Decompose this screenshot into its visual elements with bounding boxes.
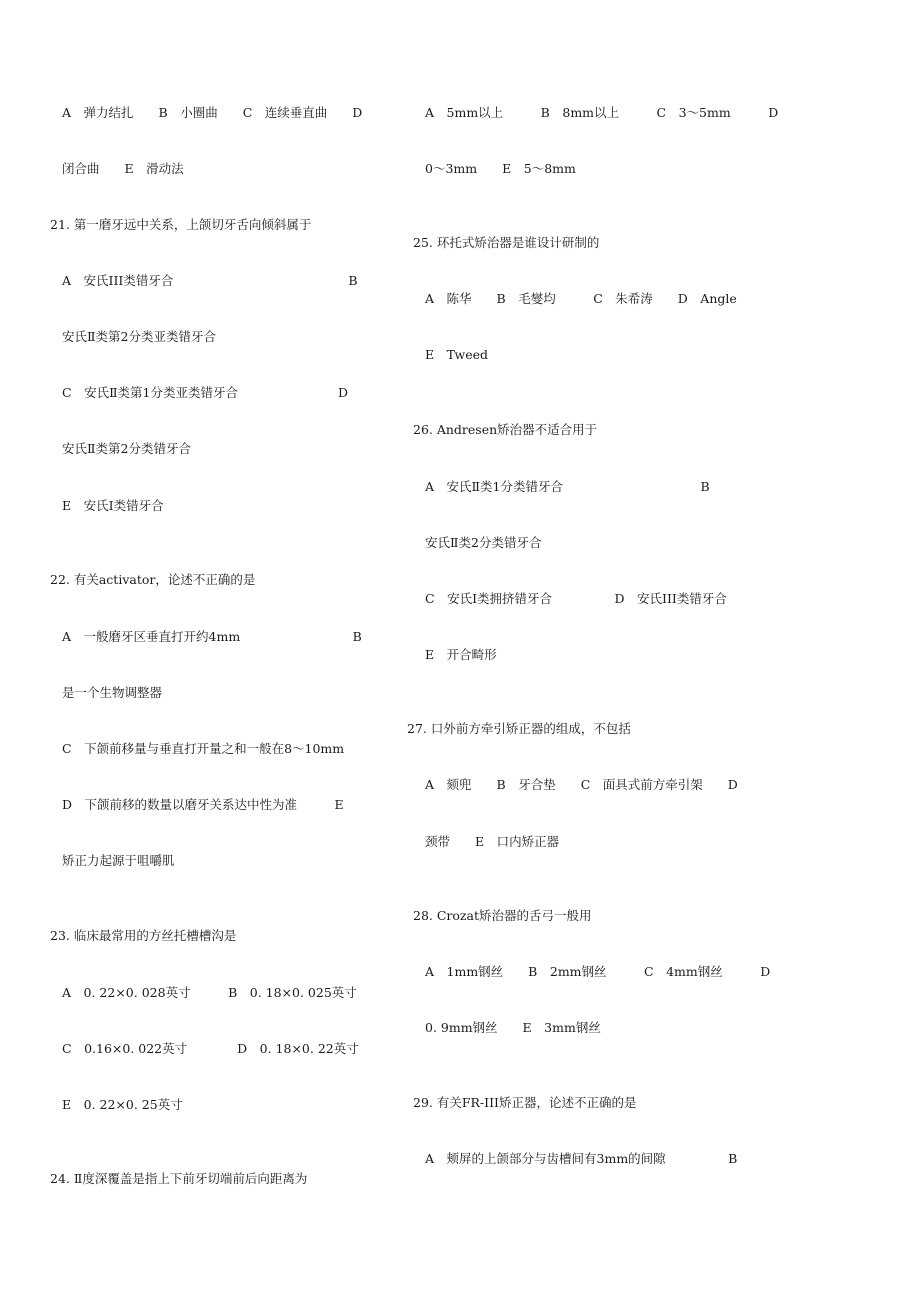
q22-option-a: A 一般磨牙区垂直打开约4mm B [62,629,362,644]
q24-stem: 24. Ⅱ度深覆盖是指上下前牙切端前后向距离为 [50,1171,308,1186]
q28-options-line2: 0. 9mm钢丝 E 3mm钢丝 [425,1020,601,1035]
q22-option-b: 是一个生物调整器 [62,685,163,700]
q26-option-e: E 开合畸形 [425,647,497,662]
q23-option-e: E 0. 22×0. 25英寸 [62,1097,183,1112]
q23-options-cd: C 0.16×0. 022英寸 D 0. 18×0. 22英寸 [62,1041,359,1056]
q25-stem: 25. 环托式矫治器是谁设计研制的 [413,235,600,250]
q27-options-line2: 颈带 E 口内矫正器 [425,834,560,849]
q25-options-abcd: A 陈华 B 毛燮均 C 朱希涛 D Angle [425,291,737,306]
q22-option-e: 矫正力起源于咀嚼肌 [62,853,175,868]
q20-options-line2: 闭合曲 E 滑动法 [62,161,184,176]
q21-option-b: 安氏Ⅱ类第2分类亚类错牙合 [62,329,216,344]
q27-options-line1: A 颏兜 B 牙合垫 C 面具式前方牵引架 D [425,777,738,792]
q26-stem: 26. Andresen矫治器不适合用于 [413,422,598,437]
q21-option-d: 安氏Ⅱ类第2分类错牙合 [62,441,191,456]
q25-option-e: E Tweed [425,347,489,362]
q29-stem: 29. 有关FR-III矫正器，论述不正确的是 [413,1095,637,1110]
q22-option-d: D 下颌前移的数量以磨牙关系达中性为准 E [62,797,344,812]
q27-stem: 27. 口外前方牵引矫正器的组成，不包括 [407,721,631,736]
q21-option-a: A 安氏III类错牙合 B [62,273,358,288]
q28-stem: 28. Crozat矫治器的舌弓一般用 [413,908,592,923]
q28-options-line1: A 1mm钢丝 B 2mm钢丝 C 4mm钢丝 D [425,964,771,979]
q20-options-line1: A 弹力结扎 B 小圈曲 C 连续垂直曲 D [62,105,363,120]
q26-options-cd: C 安氏Ⅰ类拥挤错牙合 D 安氏III类错牙合 [425,591,727,606]
q23-stem: 23. 临床最常用的方丝托槽槽沟是 [50,928,237,943]
q21-option-e: E 安氏Ⅰ类错牙合 [62,498,164,513]
q22-option-c: C 下颌前移量与垂直打开量之和一般在8～10mm [62,741,345,756]
q21-option-c: C 安氏Ⅱ类第1分类亚类错牙合 D [62,385,349,400]
q26-option-a: A 安氏Ⅱ类1分类错牙合 B [425,479,710,494]
q21-stem: 21. 第一磨牙远中关系，上颌切牙舌向倾斜属于 [50,217,312,232]
q29-option-a: A 颊屏的上颌部分与齿槽间有3mm的间隙 B [425,1151,738,1166]
q23-options-ab: A 0. 22×0. 028英寸 B 0. 18×0. 025英寸 [62,985,357,1000]
q22-stem: 22. 有关activator，论述不正确的是 [50,572,256,587]
q26-option-b: 安氏Ⅱ类2分类错牙合 [425,535,542,550]
q24-options-line1: A 5mm以上 B 8mm以上 C 3～5mm D [425,105,779,120]
q24-options-line2: 0～3mm E 5～8mm [425,161,576,176]
